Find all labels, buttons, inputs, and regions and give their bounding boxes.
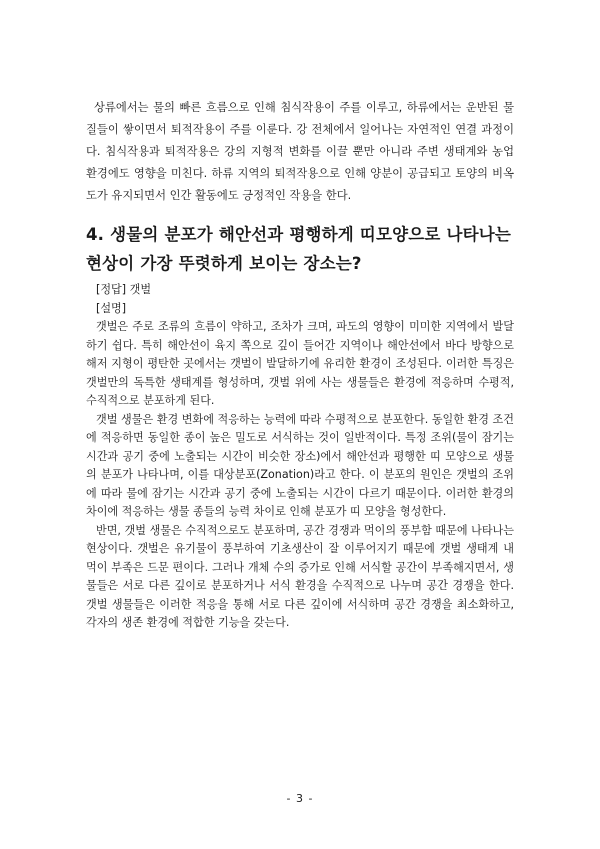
intro-section xyxy=(86,97,514,207)
explanation-paragraph: 갯벌은 주로 조류의 흐름이 약하고, 조차가 크며, 파도의 영향이 미미한 지역에서 발달하기 쉽다. 특히 해안선이 육지 쪽으로 깊이 들어간 지역이나 해안선에서 바다 방향으로 해저 지형이 평탄한 곳에서는 갯벌이 발달하기에 유리한 환경이 조성된다. 이러한 특징은 갯벌만의 독특한 생태계를 형성하며, 갯벌 위에 사는 생물들은 환경에 적응하며 수평적, 수직적으로 분포하게 된다. xyxy=(86,320,514,407)
answer-label: [정답] 갯벌 xyxy=(96,283,152,296)
explanation-paragraph: 갯벌 생물은 환경 변화에 적응하는 능력에 따라 수평적으로 분포한다. 동일한 환경 조건에 적응하면 동일한 종이 높은 밀도로 서식하는 것이 일반적이다. 특정 조위(물이 잠기는 시간과 공기 중에 노출되는 시간이 비슷한 장소)에서 해안선과 평행한 띠 모양으로 생물의 분포가 나타나며, 이를 대상분포(Zonation)라고 한다. 이 분포의 원인은 갯벌의 조위에 따라 물에 잠기는 시간과 공기 중에 노출되는 시간이 다르기 때문이다. 이러한 환경의 차이에 적응하는 생물 종들의 능력 차이로 인해 분포가 띠 모양을 형성한다. xyxy=(86,412,514,518)
explanation-paragraph: 반면, 갯벌 생물은 수직적으로도 분포하며, 공간 경쟁과 먹이의 풍부함 때문에 나타나는 현상이다. 갯벌은 유기물이 풍부하여 기초생산이 잘 이루어지기 때문에 갯벌 생태계 내 먹이 부족은 드문 편이다. 그러나 개체 수의 증가로 인해 서식할 공간이 부족해지면서, 생물들은 서로 다른 깊이로 분포하거나 서식 환경을 수직적으로 나누며 공간 경쟁을 한다. 갯벌 생물들은 이러한 적응을 통해 서로 다른 깊이에 서식하며 공간 경쟁을 최소화하고, 각자의 생존 환경에 적합한 기능을 갖는다. xyxy=(86,523,514,629)
question-title: 4. 생물의 분포가 해안선과 평행하게 띠모양으로 나타나는 현상이 가장 뚜렷하게 보이는 장소는? xyxy=(86,225,512,273)
explanation-label: [설명] xyxy=(96,301,127,315)
intro-paragraph: 상류에서는 물의 빠른 흐름으로 인해 침식작용이 주를 이루고, 하류에서는 운반된 물질들이 쌓이면서 퇴적작용이 주를 이룬다. 강 전체에서 일어나는 자연적인 연결 과정이다. 침식작용과 퇴적작용은 강의 지형적 변화를 이끌 뿐만 아니라 주변 생태계와 농업 환경에도 영향을 미친다. 하류 지역의 퇴적작용으로 인해 양분이 공급되고 토양의 비옥도가 유지되면서 인간 활동에도 긍정적인 작용을 한다. xyxy=(86,101,514,202)
page-number: - 3 - xyxy=(286,792,314,805)
answer-section xyxy=(86,281,514,633)
